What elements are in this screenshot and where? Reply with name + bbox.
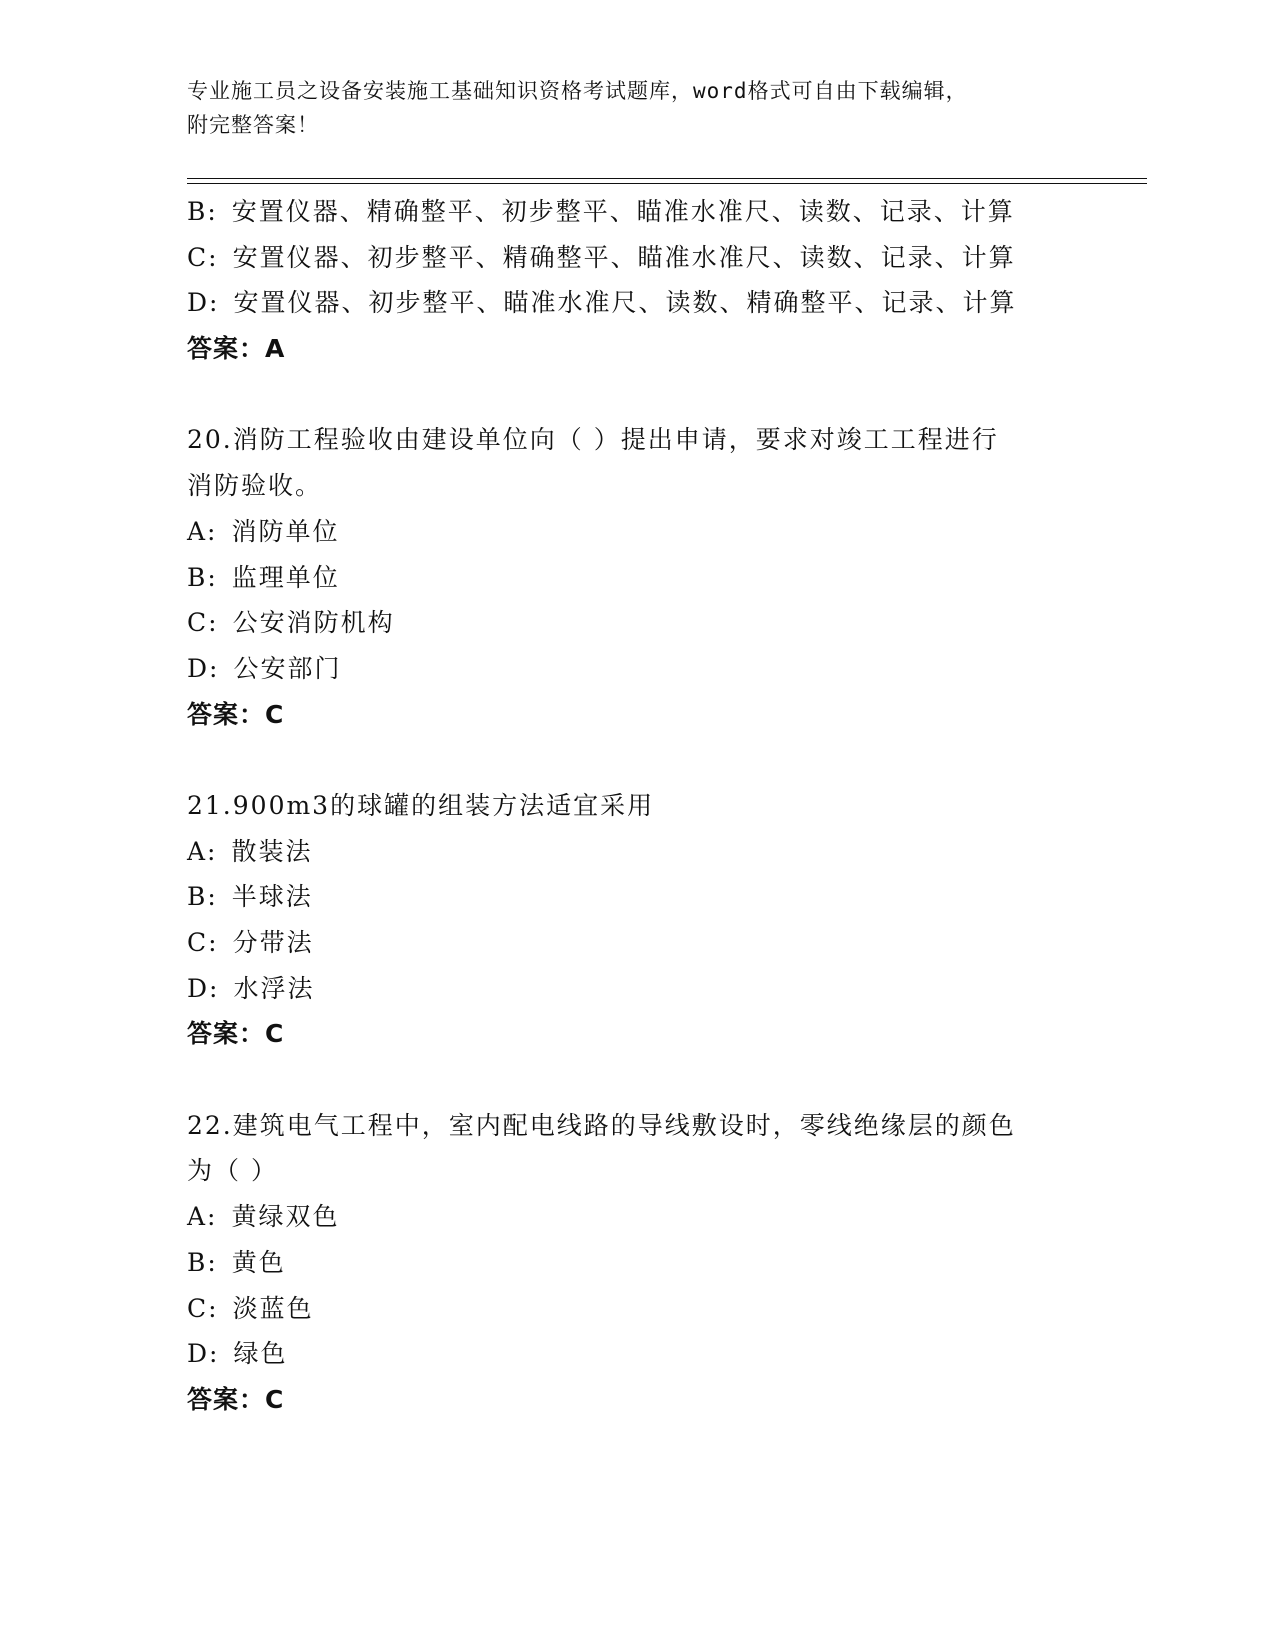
spacer: [187, 1057, 1067, 1103]
header-line-2: 附完整答案！: [187, 113, 319, 137]
question-text: 22.建筑电气工程中，室内配电线路的导线敷设时，零线绝缘层的颜色: [187, 1110, 1016, 1140]
question-text: 20.消防工程验收由建设单位向（ ）提出申请，要求对竣工工程进行: [187, 425, 999, 455]
option-a: A: 消防单位: [187, 516, 340, 546]
answer-line: 答案：C: [187, 699, 285, 729]
header-rule-bottom: [187, 183, 1147, 184]
spacer: [187, 372, 1067, 418]
question-block-20: [187, 417, 1067, 737]
option-d: D: 绿色: [187, 1339, 288, 1369]
question-list: [187, 189, 1067, 1423]
question-text-cont: 为（ ）: [187, 1156, 278, 1186]
option-a: A: 黄绿双色: [187, 1202, 340, 1232]
spacer: [187, 737, 1067, 783]
option-d: D: 水浮法: [187, 973, 315, 1003]
header-rule-top: [187, 178, 1147, 179]
option-b: B: 安置仪器、精确整平、初步整平、瞄准水准尺、读数、记录、计算: [187, 197, 1015, 226]
question-text-cont: 消防验收。: [187, 471, 323, 501]
option-b: B: 半球法: [187, 882, 313, 912]
option-a: A: 散装法: [187, 836, 313, 866]
option-c: C: 淡蓝色: [187, 1293, 314, 1323]
document-header: [187, 74, 1067, 142]
option-c: C: 公安消防机构: [187, 608, 395, 638]
header-line-1: 专业施工员之设备安装施工基础知识资格考试题库，word格式可自由下载编辑，: [187, 79, 968, 103]
option-b: B: 黄色: [187, 1247, 286, 1277]
option-d: D: 安置仪器、初步整平、瞄准水准尺、读数、精确整平、记录、计算: [187, 288, 1017, 318]
answer-line: 答案：C: [187, 1384, 285, 1414]
question-block-22: [187, 1103, 1067, 1423]
question-block-prev: [187, 189, 1067, 372]
answer-line: 答案：A: [187, 334, 286, 364]
option-d: D: 公安部门: [187, 653, 342, 683]
option-c: C: 分带法: [187, 928, 314, 957]
answer-line: 答案：C: [187, 1019, 285, 1049]
option-c: C: 安置仪器、初步整平、精确整平、瞄准水准尺、读数、记录、计算: [187, 242, 1016, 272]
question-block-21: [187, 783, 1067, 1057]
question-text: 21.900m3的球罐的组装方法适宜采用: [187, 790, 655, 820]
option-b: B: 监理单位: [187, 562, 340, 592]
